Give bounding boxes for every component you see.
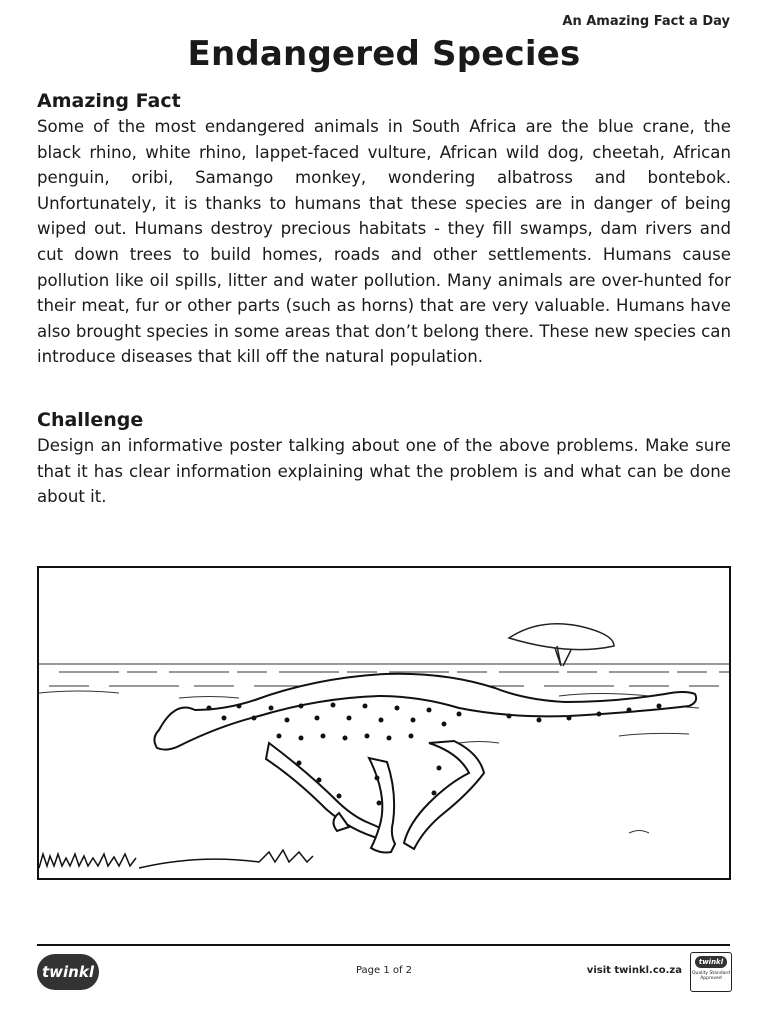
page-title: Endangered Species	[187, 34, 581, 74]
page-number: Page 1 of 2	[355, 965, 413, 976]
fact-section	[37, 90, 731, 370]
tree-icon	[509, 624, 614, 666]
header-tag: An Amazing Fact a Day	[562, 14, 730, 29]
footer-divider	[37, 944, 730, 946]
site-link[interactable]: visit twinkl.co.za	[586, 965, 682, 976]
fact-heading: Amazing Fact	[37, 90, 181, 112]
badge-logo: twinkl	[695, 956, 727, 968]
challenge-heading: Challenge	[37, 409, 144, 431]
badge-text: Quality Standard Approved	[692, 971, 730, 981]
challenge-text: Design an informative poster talking about one of the above problems. Make sure that it has clear information explaining what the problem is and what can be done about it.	[37, 436, 731, 507]
fact-text: Some of the most endangered animals in South Africa are the blue crane, the black rhino, white rhino, lappet-faced vulture, African wild dog, cheetah, African penguin, oribi, Samango monkey, wondering albatross and bontebok. Unfortunately, it is thanks to humans that these species are in danger of being wiped out. Humans destroy precious habitats - they fill swamps, dam rivers and cut down trees to build homes, roads and other settlements. Humans cause pollution like oil spills, litter and water pollution. Many animals are over-hunted for their meat, fur or other parts (such as horns) that are very valuable. Humans have also brought species in some areas that don’t belong there. These new species can introduce diseases that kill off the natural population.	[37, 117, 731, 367]
cheetah-body	[154, 674, 696, 853]
cheetah-illustration	[37, 566, 731, 880]
grass	[39, 850, 313, 868]
twinkl-logo[interactable]: twinkl	[37, 954, 99, 990]
quality-badge-icon	[690, 952, 732, 992]
challenge-section	[37, 409, 731, 510]
